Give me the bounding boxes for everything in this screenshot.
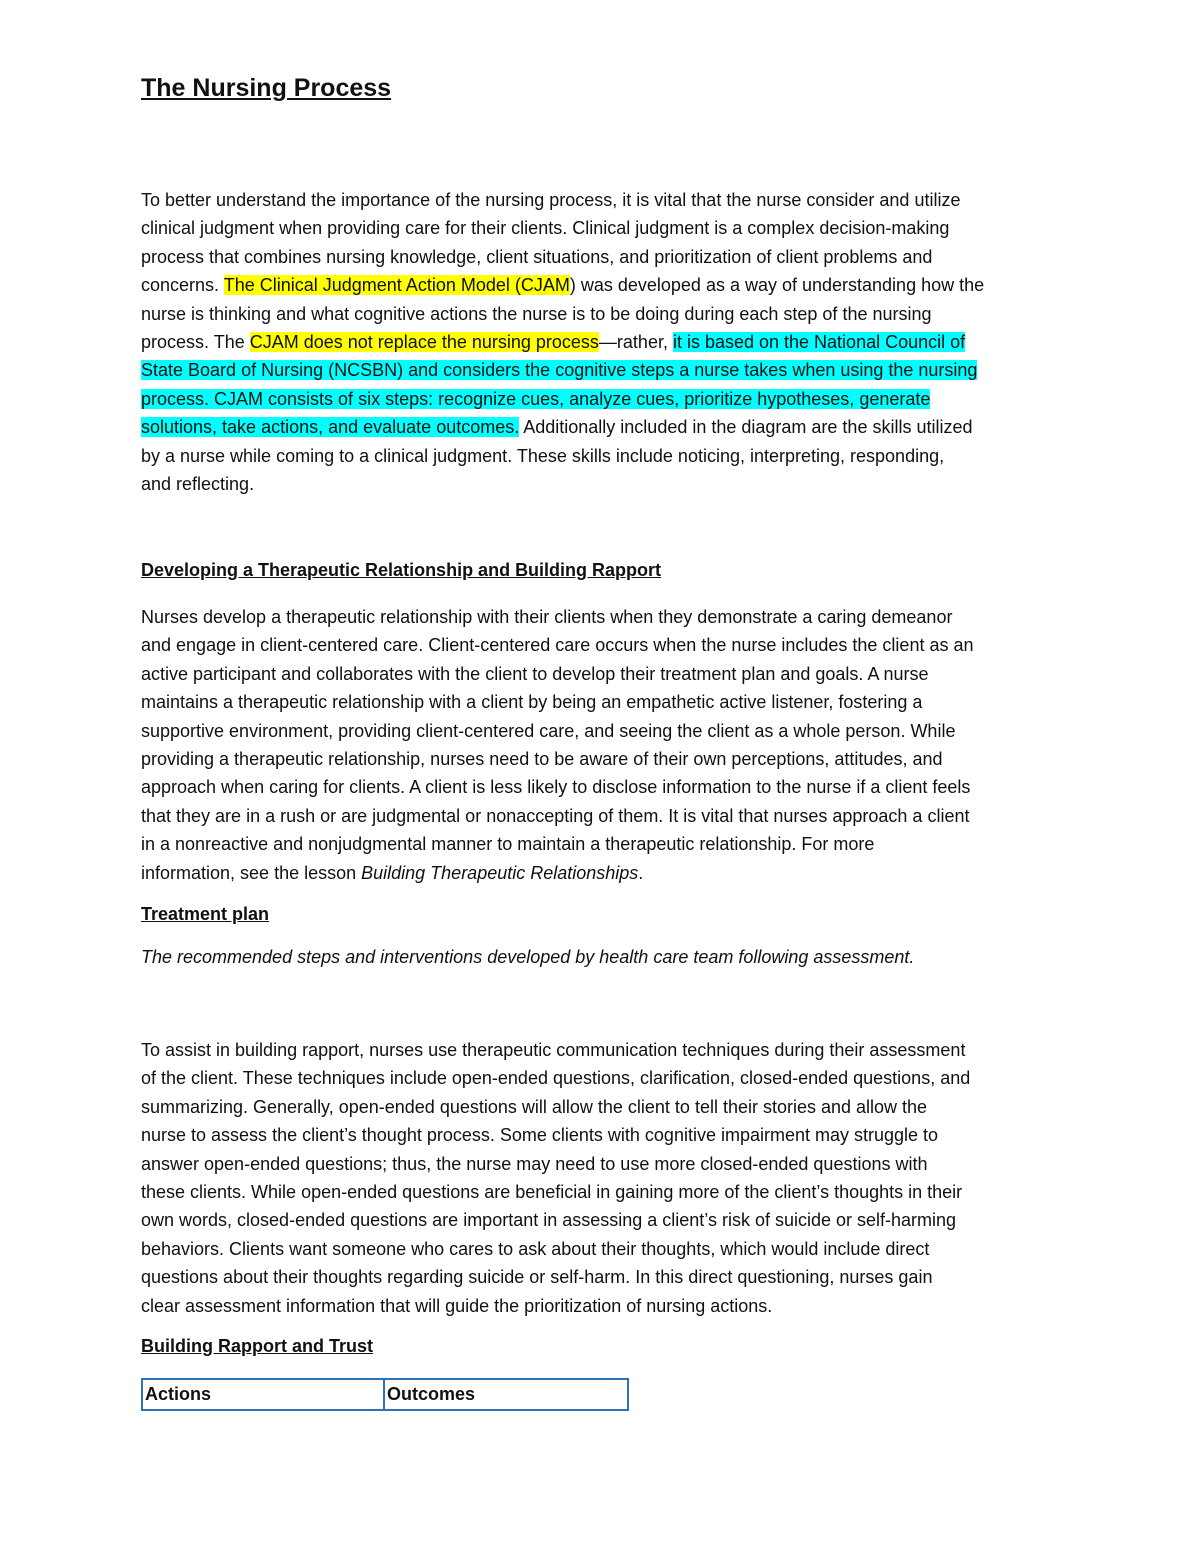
paragraph-line: these clients. While open-ended questions are beneficial in gaining more of the client’s thoughts in their: [141, 1181, 963, 1202]
highlight-ncsbn: State Board of Nursing (NCSBN) and considers the cognitive steps a nurse takes when using the nursing: [141, 360, 978, 381]
paragraph-line: answer open-ended questions; thus, the nurse may need to use more closed-ended questions with: [141, 1153, 928, 1174]
therapeutic-relationship-paragraph: [141, 603, 1066, 887]
paragraph-line: Nurses develop a therapeutic relationship with their clients when they demonstrate a caring demeanor: [141, 607, 953, 627]
intro-text: concerns.: [141, 275, 224, 296]
highlight-cjam-name: The Clinical Judgment Action Model (CJAM: [223, 275, 570, 296]
paragraph-line: [141, 859, 1066, 887]
highlight-ncsbn: solutions, take actions, and evaluate outcomes.: [141, 417, 520, 438]
paragraph-line: To assist in building rapport, nurses use therapeutic communication techniques during their assessment: [141, 1040, 966, 1060]
rapport-table: [141, 1378, 629, 1411]
paragraph-text: information, see the lesson: [141, 862, 362, 883]
highlight-cjam-not-replace: CJAM does not replace the nursing process: [249, 331, 599, 352]
intro-text: ) was developed as a way of understanding how the: [569, 275, 985, 296]
rapport-table-container: [141, 1378, 629, 1411]
paragraph-line: maintains a therapeutic relationship with a client by being an empathetic active listener, fostering a: [141, 692, 923, 713]
intro-line: [141, 413, 1066, 441]
table-header-row: [142, 1379, 628, 1410]
paragraph-line: that they are in a rush or are judgmental or nonaccepting of them. It is vital that nurses approach a client: [141, 805, 970, 826]
intro-line: To better understand the importance of the nursing process, it is vital that the nurse consider and utilize: [141, 190, 961, 210]
paragraph-line: active participant and collaborates with the client to develop their treatment plan and goals. A nurse: [141, 663, 929, 684]
intro-line: [141, 385, 1066, 413]
intro-line: by a nurse while coming to a clinical judgment. These skills include noticing, interpreting, responding,: [141, 445, 945, 466]
intro-text: Additionally included in the diagram are the skills utilized: [519, 417, 973, 438]
lesson-reference: Building Therapeutic Relationships: [361, 862, 639, 883]
highlight-ncsbn: it is based on the National Council of: [672, 331, 966, 352]
paragraph-text: .: [638, 862, 644, 883]
table-header-outcomes: Outcomes: [384, 1379, 628, 1410]
rapport-paragraph: [141, 1036, 1066, 1320]
paragraph-line: providing a therapeutic relationship, nurses need to be aware of their own perceptions, attitudes, and: [141, 748, 943, 769]
intro-line: clinical judgment when providing care for their clients. Clinical judgment is a complex decision-making: [141, 218, 950, 239]
paragraph-line: in a nonreactive and nonjudgmental manner to maintain a therapeutic relationship. For more: [141, 834, 875, 855]
intro-text: —rather,: [598, 331, 673, 352]
highlight-ncsbn: process. CJAM consists of six steps: recognize cues, analyze cues, prioritize hypotheses, generate: [141, 388, 931, 409]
paragraph-line: of the client. These techniques include open-ended questions, clarification, closed-ended questions, and: [141, 1068, 971, 1089]
paragraph-line: own words, closed-ended questions are important in assessing a client’s risk of suicide or self-harming: [141, 1210, 957, 1231]
paragraph-line: and engage in client-centered care. Client-centered care occurs when the nurse includes the client as an: [141, 635, 974, 656]
intro-line: process that combines nursing knowledge, client situations, and prioritization of client problems and: [141, 246, 933, 267]
paragraph-line: nurse to assess the client’s thought process. Some clients with cognitive impairment may struggle to: [141, 1125, 939, 1146]
paragraph-line: summarizing. Generally, open-ended questions will allow the client to tell their stories and allow the: [141, 1096, 928, 1117]
paragraph-line: clear assessment information that will guide the prioritization of nursing actions.: [141, 1295, 773, 1316]
building-rapport-heading: Building Rapport and Trust: [141, 1336, 373, 1356]
paragraph-line: questions about their thoughts regarding suicide or self-harm. In this direct questioning, nurses gain: [141, 1267, 933, 1288]
paragraph-line: supportive environment, providing client-centered care, and seeing the client as a whole person. While: [141, 720, 956, 741]
treatment-plan-definition: The recommended steps and interventions developed by health care team following assessment.: [141, 947, 915, 967]
intro-line: [141, 356, 1066, 384]
intro-paragraph: [141, 186, 1066, 498]
intro-line: and reflecting.: [141, 473, 255, 494]
paragraph-line: approach when caring for clients. A client is less likely to disclose information to the nurse if a client feels: [141, 777, 971, 798]
paragraph-line: behaviors. Clients want someone who cares to ask about their thoughts, which would include direct: [141, 1238, 930, 1259]
table-header-actions: Actions: [142, 1379, 384, 1410]
intro-text: process. The: [141, 331, 250, 352]
page-title: The Nursing Process: [141, 74, 392, 102]
intro-line: nurse is thinking and what cognitive actions the nurse is to be doing during each step of the nursing: [141, 303, 932, 324]
intro-line: [141, 271, 1066, 299]
section-heading-therapeutic-relationship: Developing a Therapeutic Relationship and Building Rapport: [141, 560, 662, 580]
intro-line: [141, 328, 1066, 356]
treatment-plan-heading: Treatment plan: [141, 904, 270, 924]
